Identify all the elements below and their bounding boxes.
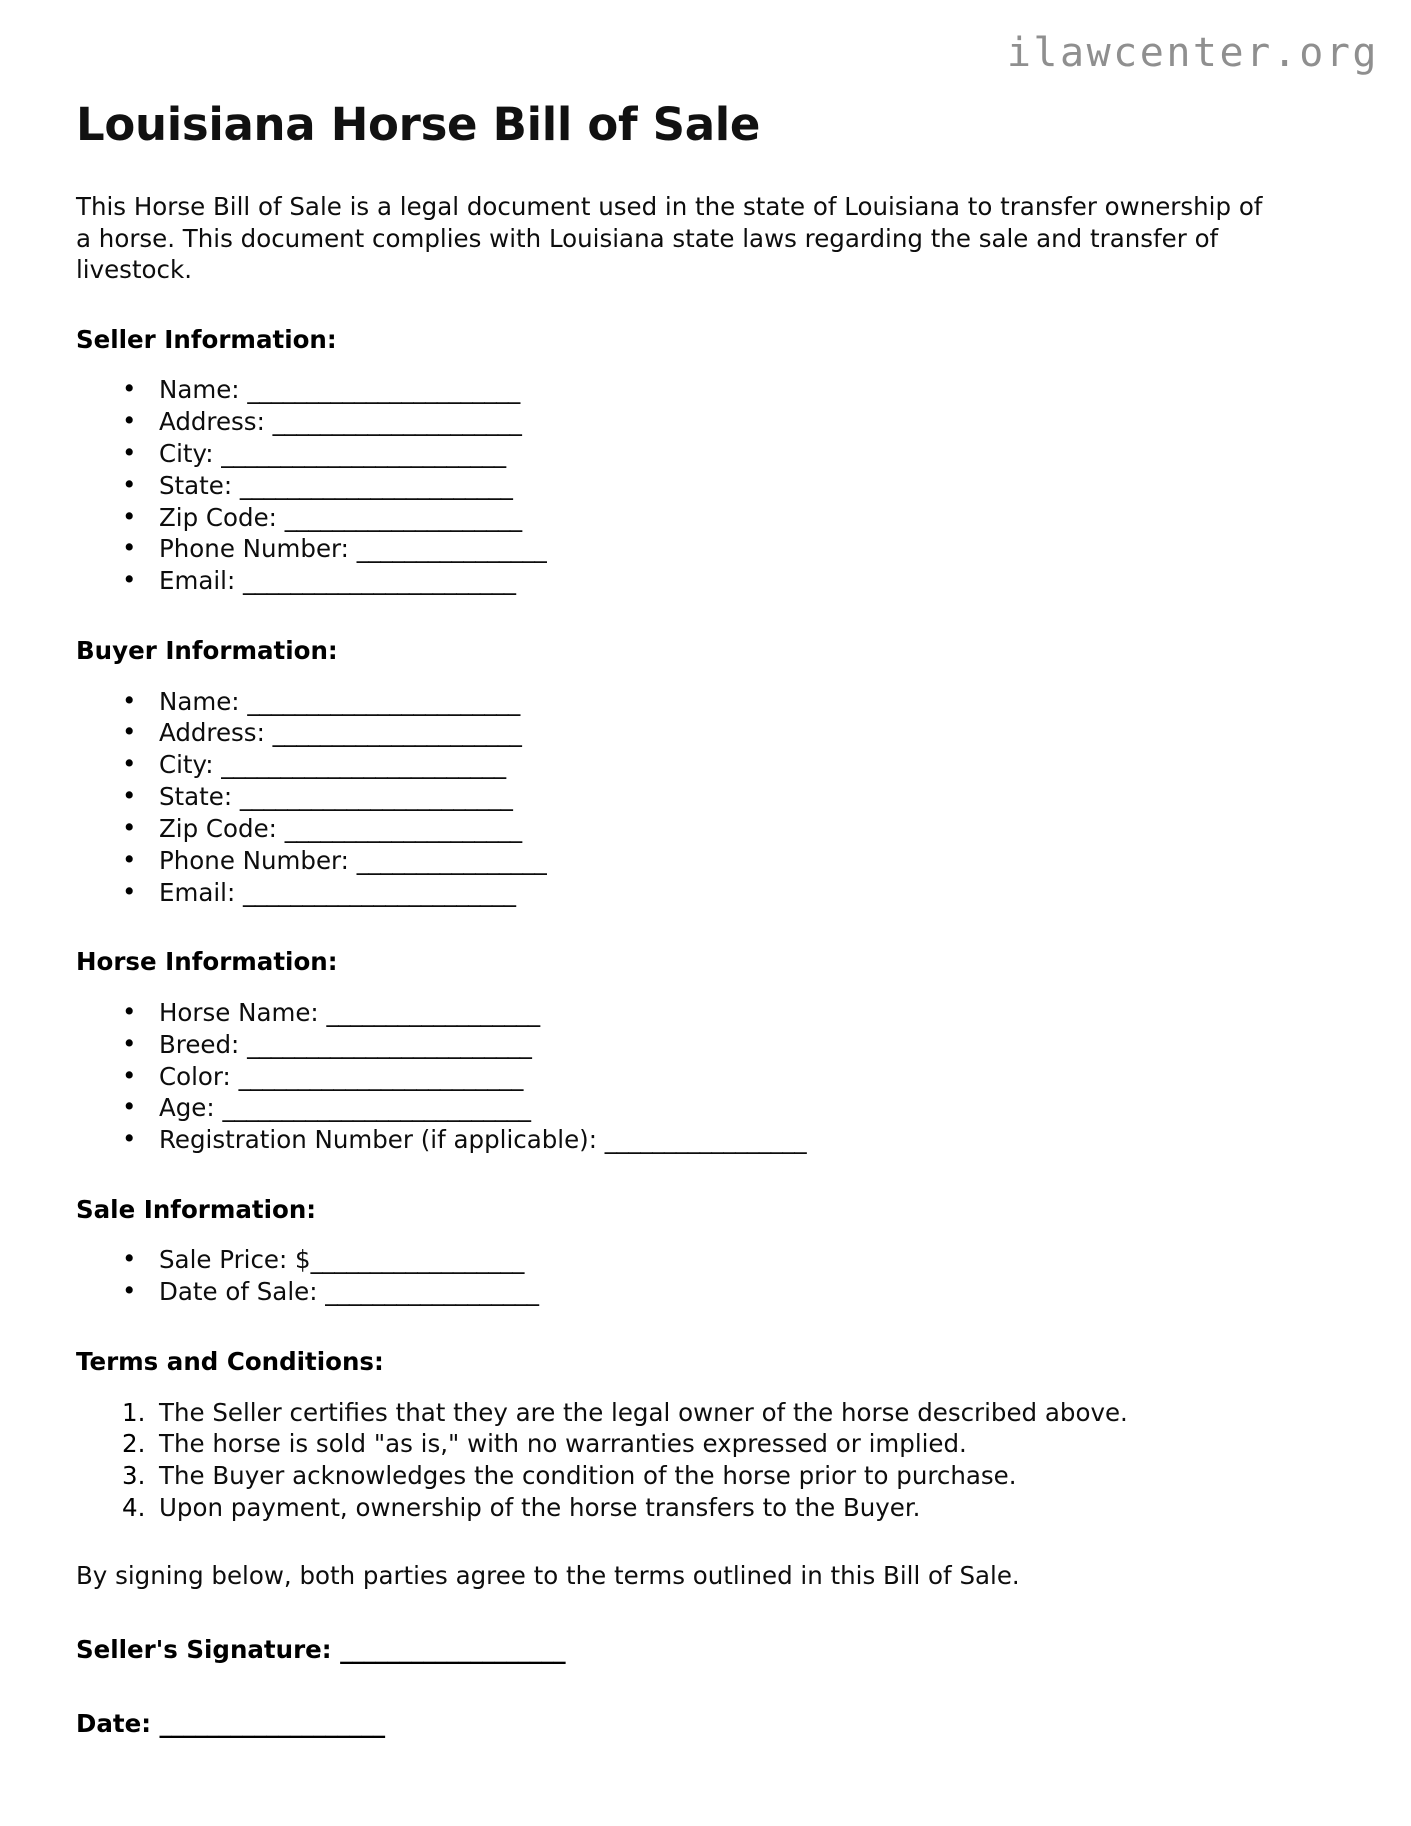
field-label: Email: xyxy=(159,566,244,596)
field-label: Zip Code: xyxy=(159,502,285,532)
field-blank[interactable]: ________________________ xyxy=(238,1061,523,1091)
page-title: Louisiana Horse Bill of Sale xyxy=(76,98,761,151)
field-label: Address: xyxy=(159,718,273,748)
field-label: Zip Code: xyxy=(159,813,285,843)
field-blank[interactable]: ________________________ xyxy=(221,438,506,468)
list-item xyxy=(122,374,1366,406)
field-blank[interactable]: ________________ xyxy=(356,534,547,564)
field-blank[interactable]: ____________________ xyxy=(284,502,522,532)
field-blank[interactable]: _______________________ xyxy=(247,375,520,405)
field-label: Breed: xyxy=(159,1029,248,1059)
field-blank[interactable]: _______________________ xyxy=(243,877,516,907)
list-item xyxy=(122,1244,1366,1276)
field-blank[interactable]: _______________________ xyxy=(247,686,520,716)
list-item: The Buyer acknowledges the condition of the horse prior to purchase. xyxy=(159,1461,1017,1491)
field-blank[interactable]: _______________________ xyxy=(239,782,513,812)
horse-field-list xyxy=(76,997,1366,1156)
list-item xyxy=(122,749,1366,781)
field-label: City: xyxy=(159,438,222,468)
buyer-field-list xyxy=(76,686,1366,909)
list-item xyxy=(122,502,1366,534)
list-item xyxy=(122,877,1366,909)
list-item xyxy=(122,997,1366,1029)
list-item xyxy=(122,438,1366,470)
date-label: Date: xyxy=(76,1708,160,1738)
field-blank[interactable]: ________________________ xyxy=(247,1029,532,1059)
buyer-information-heading: Buyer Information: xyxy=(76,636,338,666)
site-watermark: ilawcenter.org xyxy=(1006,30,1379,76)
list-item: Upon payment, ownership of the horse transfers to the Buyer. xyxy=(159,1493,921,1523)
date-blank[interactable]: ___________________ xyxy=(159,1708,385,1738)
list-item xyxy=(122,1061,1366,1093)
list-item xyxy=(122,565,1366,597)
list-item xyxy=(122,1124,1366,1156)
field-blank[interactable]: __________________________ xyxy=(222,1093,531,1123)
list-item xyxy=(122,781,1366,813)
field-label: State: xyxy=(159,470,240,500)
seller-signature-blank[interactable]: ___________________ xyxy=(340,1634,566,1664)
closing-statement: By signing below, both parties agree to the terms outlined in this Bill of Sale. xyxy=(76,1560,1020,1590)
sale-field-list xyxy=(76,1244,1366,1308)
field-blank[interactable]: ________________ xyxy=(356,845,547,875)
terms-and-conditions-heading: Terms and Conditions: xyxy=(76,1347,384,1377)
list-item xyxy=(122,533,1366,565)
sale-information-heading: Sale Information: xyxy=(76,1195,317,1225)
seller-information-heading: Seller Information: xyxy=(76,324,337,354)
field-blank[interactable]: __________________ xyxy=(326,997,540,1027)
list-item xyxy=(122,1092,1366,1124)
field-label: Age: xyxy=(159,1093,223,1123)
document-body xyxy=(76,98,1366,1739)
field-label: Date of Sale: xyxy=(159,1277,326,1307)
field-blank[interactable]: _____________________ xyxy=(272,718,522,748)
list-item xyxy=(122,1029,1366,1061)
list-item xyxy=(122,686,1366,718)
horse-information-heading: Horse Information: xyxy=(76,947,338,977)
list-item xyxy=(122,717,1366,749)
field-label: State: xyxy=(159,782,240,812)
field-blank[interactable]: ________________________ xyxy=(221,750,506,780)
seller-field-list xyxy=(76,374,1366,597)
field-blank[interactable]: _________________ xyxy=(604,1125,807,1155)
field-blank[interactable]: __________________ xyxy=(310,1245,524,1275)
field-label: Sale Price: $ xyxy=(159,1245,311,1275)
field-blank[interactable]: ____________________ xyxy=(284,813,522,843)
field-blank[interactable]: _____________________ xyxy=(272,407,522,437)
field-blank[interactable]: _______________________ xyxy=(239,470,513,500)
field-blank[interactable]: __________________ xyxy=(325,1277,539,1307)
seller-signature-label: Seller's Signature: xyxy=(76,1634,341,1664)
list-item: The Seller certifies that they are the legal owner of the horse described above. xyxy=(159,1397,1128,1427)
terms-list xyxy=(76,1397,1366,1524)
list-item xyxy=(122,813,1366,845)
list-item: The horse is sold "as is," with no warranties expressed or implied. xyxy=(159,1429,967,1459)
field-label: Email: xyxy=(159,877,244,907)
intro-paragraph: This Horse Bill of Sale is a legal document used in the state of Louisiana to transfer ownership of a horse. This document complies with Louisiana state laws regarding the sale and transfer of livestock. xyxy=(76,192,1263,285)
field-label: City: xyxy=(159,750,222,780)
field-label: Horse Name: xyxy=(159,997,327,1027)
field-label: Phone Number: xyxy=(159,534,357,564)
date-line xyxy=(76,1708,1366,1740)
field-label: Address: xyxy=(159,407,273,437)
list-item xyxy=(122,845,1366,877)
list-item xyxy=(122,470,1366,502)
seller-signature-line xyxy=(76,1634,1366,1666)
field-label: Name: xyxy=(159,686,248,716)
field-label: Phone Number: xyxy=(159,845,357,875)
field-blank[interactable]: _______________________ xyxy=(243,566,516,596)
field-label: Registration Number (if applicable): xyxy=(159,1125,605,1155)
field-label: Color: xyxy=(159,1061,239,1091)
field-label: Name: xyxy=(159,375,248,405)
list-item xyxy=(122,1276,1366,1308)
list-item xyxy=(122,406,1366,438)
